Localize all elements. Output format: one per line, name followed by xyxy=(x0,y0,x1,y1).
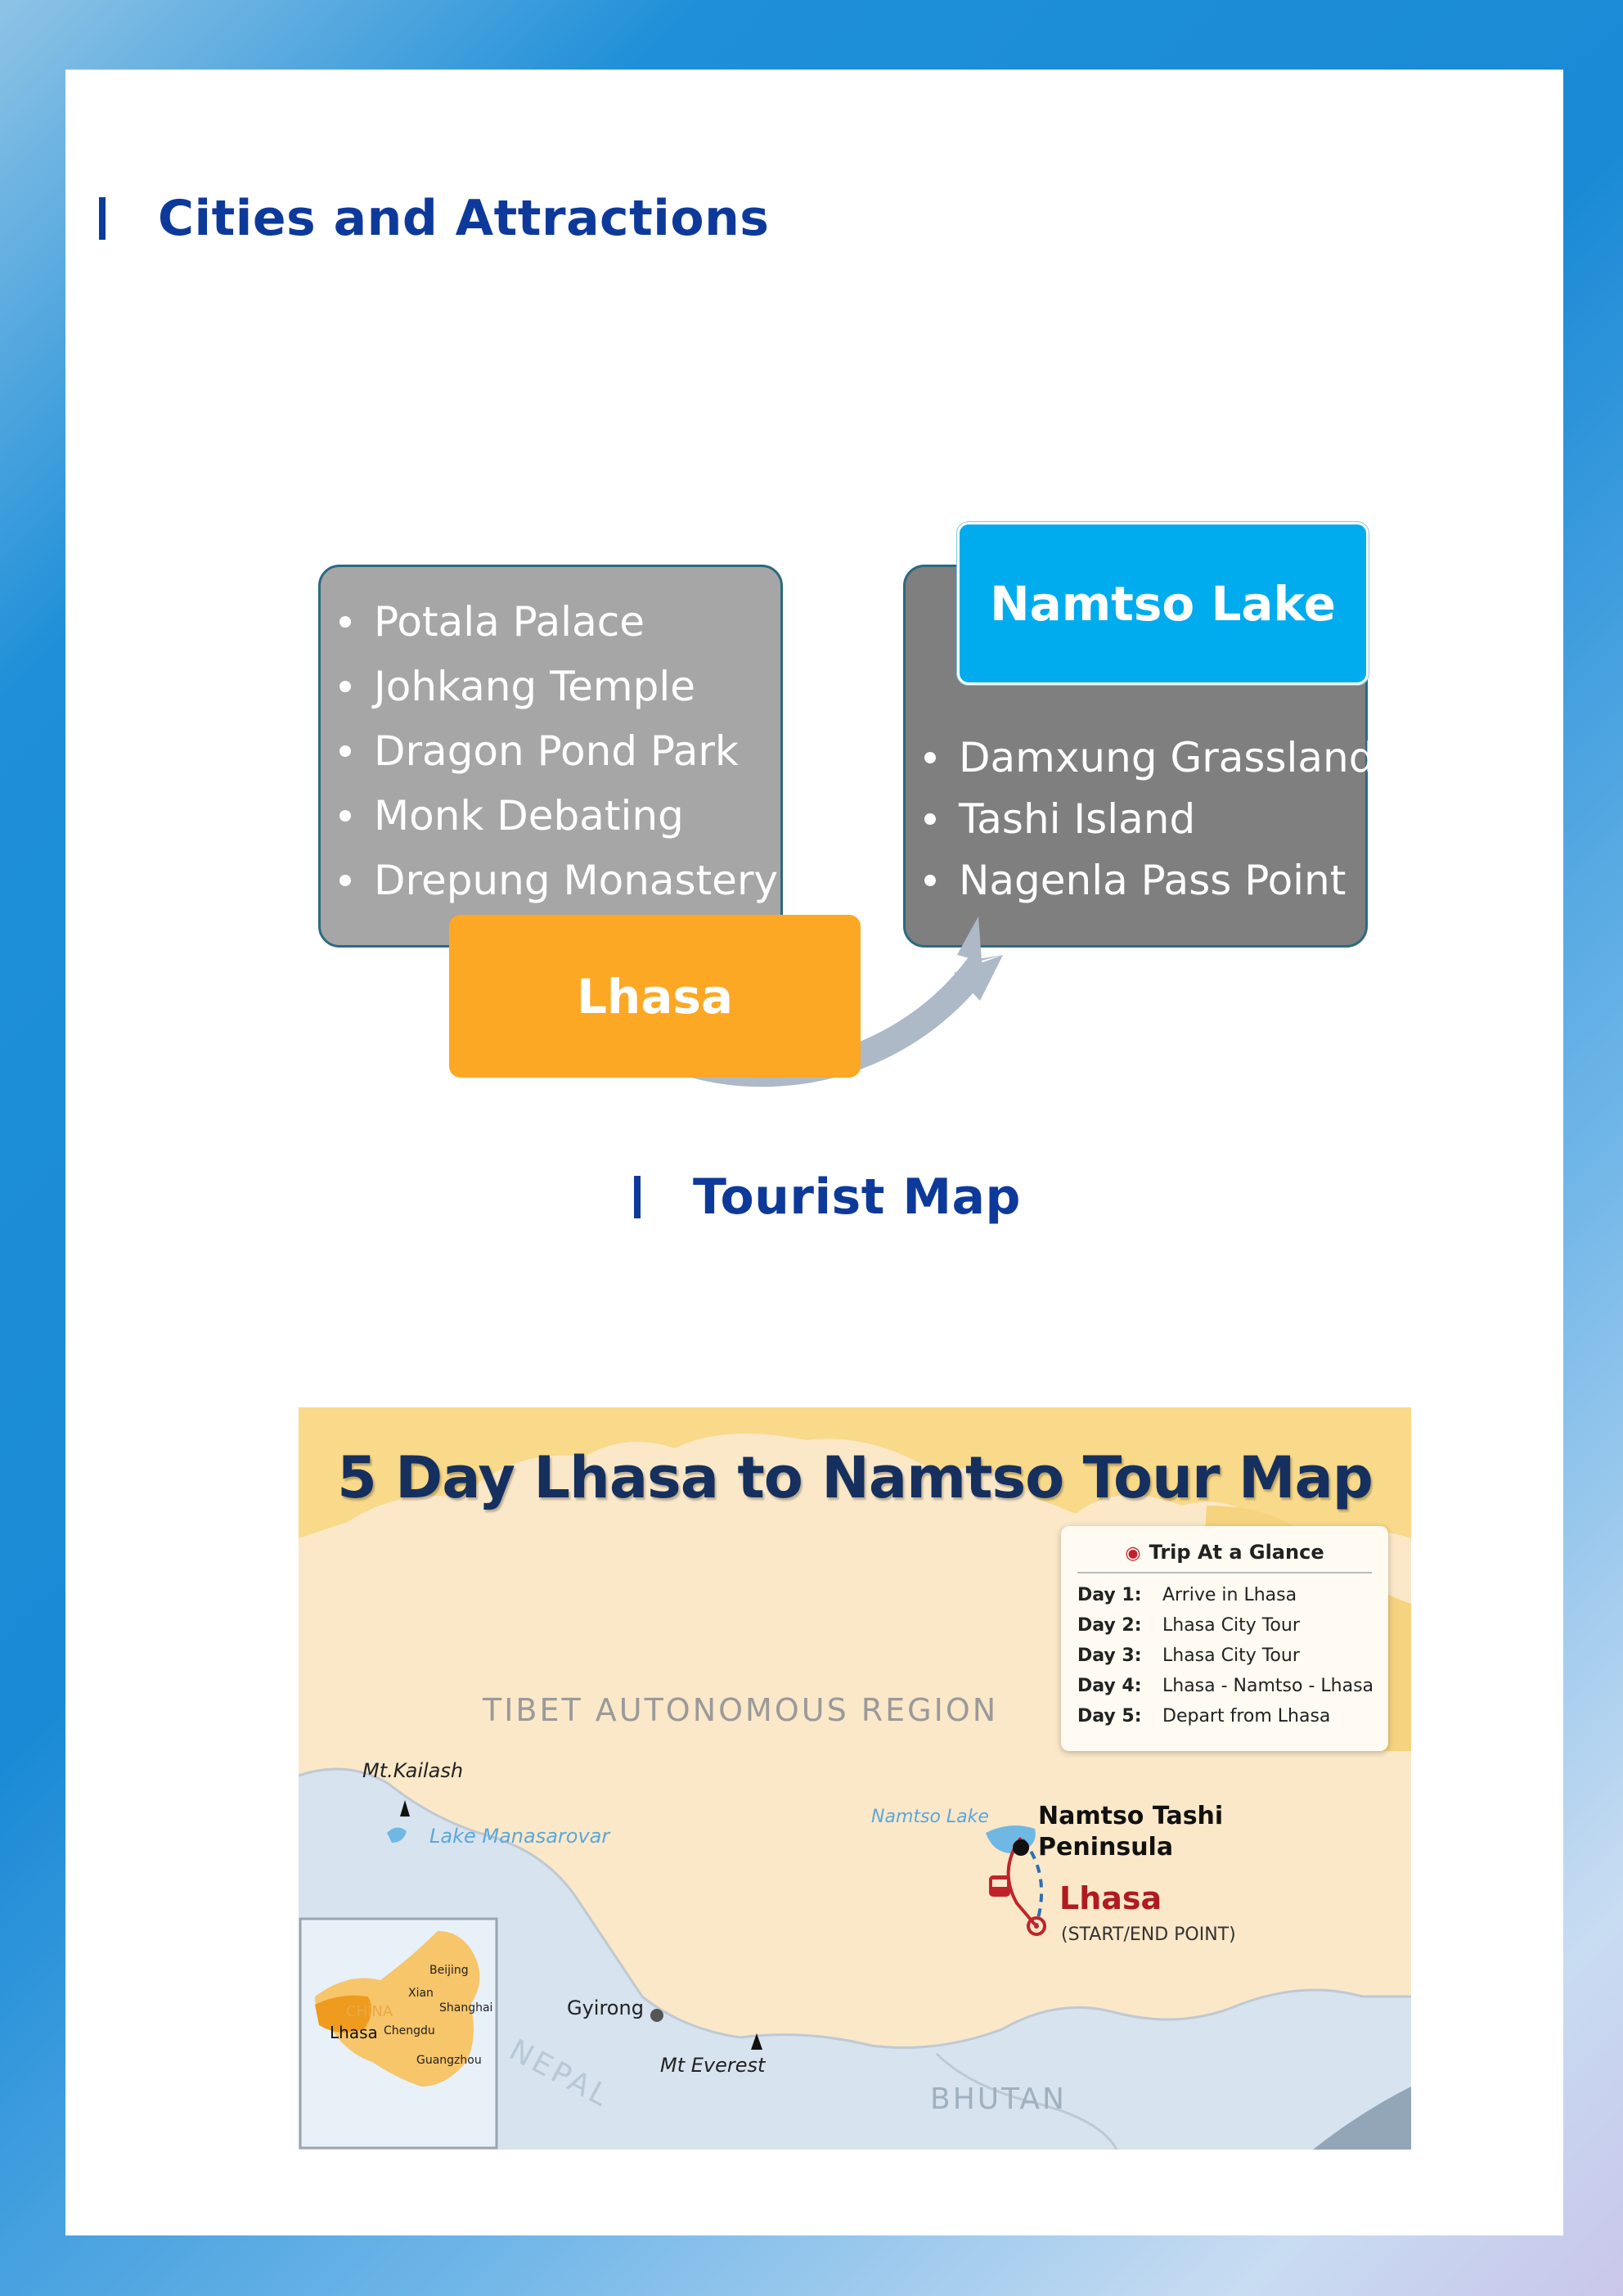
namtso-lake-label: Namtso Lake xyxy=(871,1807,989,1827)
map-title: Tourist Map xyxy=(693,1168,1021,1226)
namtso-tashi-label: Namtso Tashi xyxy=(1038,1802,1224,1830)
list-item xyxy=(1077,1585,1297,1605)
day-label: Day 2: xyxy=(1077,1615,1142,1636)
gyirong-label: Gyirong xyxy=(567,1997,644,2019)
inset-china: CHINA xyxy=(346,2003,393,2020)
lhasa-label-box xyxy=(449,915,861,1078)
day-plan: Arrive in Lhasa xyxy=(1162,1585,1297,1605)
list-item xyxy=(1077,1645,1300,1666)
attraction-name: Tashi Island xyxy=(959,795,1196,843)
lhasa-label: Lhasa xyxy=(576,968,734,1024)
day-plan: Lhasa City Tour xyxy=(1162,1615,1300,1636)
route-icon: ◉ xyxy=(1125,1543,1141,1564)
attraction-name: Johkang Temple xyxy=(374,662,695,710)
lhasa-map-label: Lhasa xyxy=(1059,1880,1162,1916)
inset-chengdu: Chengdu xyxy=(384,2024,435,2037)
inset-shanghai: Shanghai xyxy=(439,2001,493,2015)
start-end-label: (START/END POINT) xyxy=(1061,1925,1236,1945)
attraction-name: Potala Palace xyxy=(374,597,645,646)
map-background xyxy=(299,1407,1411,2150)
attraction-name: Drepung Monastery xyxy=(374,856,779,904)
inset-beijing: Beijing xyxy=(429,1964,469,1977)
manasarovar-label: Lake Manasarovar xyxy=(429,1825,610,1848)
attraction-name: Monk Debating xyxy=(374,791,684,840)
glance-title: Trip At a Glance xyxy=(1149,1541,1324,1564)
namtso-label-box xyxy=(957,522,1369,685)
map-title-banner: 5 Day Lhasa to Namtso Tour Map xyxy=(337,1444,1373,1511)
tour-map xyxy=(299,1407,1411,2150)
attraction-name: Damxung Grassland xyxy=(959,733,1375,781)
inset-guangzhou: Guangzhou xyxy=(416,2054,482,2067)
day-label: Day 4: xyxy=(1077,1676,1142,1696)
region-label: TIBET AUTONOMOUS REGION xyxy=(483,1692,999,1728)
peninsula-label: Peninsula xyxy=(1038,1833,1174,1862)
list-item xyxy=(1077,1676,1373,1696)
heading-bar xyxy=(634,1176,641,1218)
list-item xyxy=(1077,1615,1300,1636)
attraction-name: Dragon Pond Park xyxy=(374,727,739,775)
glance-header xyxy=(1061,1541,1388,1564)
day-label: Day 3: xyxy=(1077,1645,1142,1666)
attraction-name: Nagenla Pass Point xyxy=(959,856,1347,904)
nepal-label: NEPAL xyxy=(503,2033,617,2114)
cities-title: Cities and Attractions xyxy=(158,190,770,247)
everest-label: Mt Everest xyxy=(660,2054,766,2077)
kailash-label: Mt.Kailash xyxy=(362,1759,464,1782)
day-plan: Lhasa City Tour xyxy=(1162,1645,1300,1666)
map-heading xyxy=(634,1168,1021,1226)
inset-lhasa: Lhasa xyxy=(330,2023,378,2042)
namtso-label: Namtso Lake xyxy=(990,575,1336,632)
divider xyxy=(1077,1572,1372,1573)
day-plan: Lhasa - Namtso - Lhasa xyxy=(1162,1676,1374,1696)
document-page xyxy=(65,70,1563,2235)
inset-xian: Xian xyxy=(408,1987,434,2000)
day-label: Day 5: xyxy=(1077,1706,1142,1727)
trip-at-a-glance-card xyxy=(1061,1526,1388,1751)
bhutan-label: BHUTAN xyxy=(930,2082,1067,2116)
day-label: Day 1: xyxy=(1077,1585,1142,1605)
list-item xyxy=(1077,1706,1330,1727)
day-plan: Depart from Lhasa xyxy=(1162,1706,1331,1727)
